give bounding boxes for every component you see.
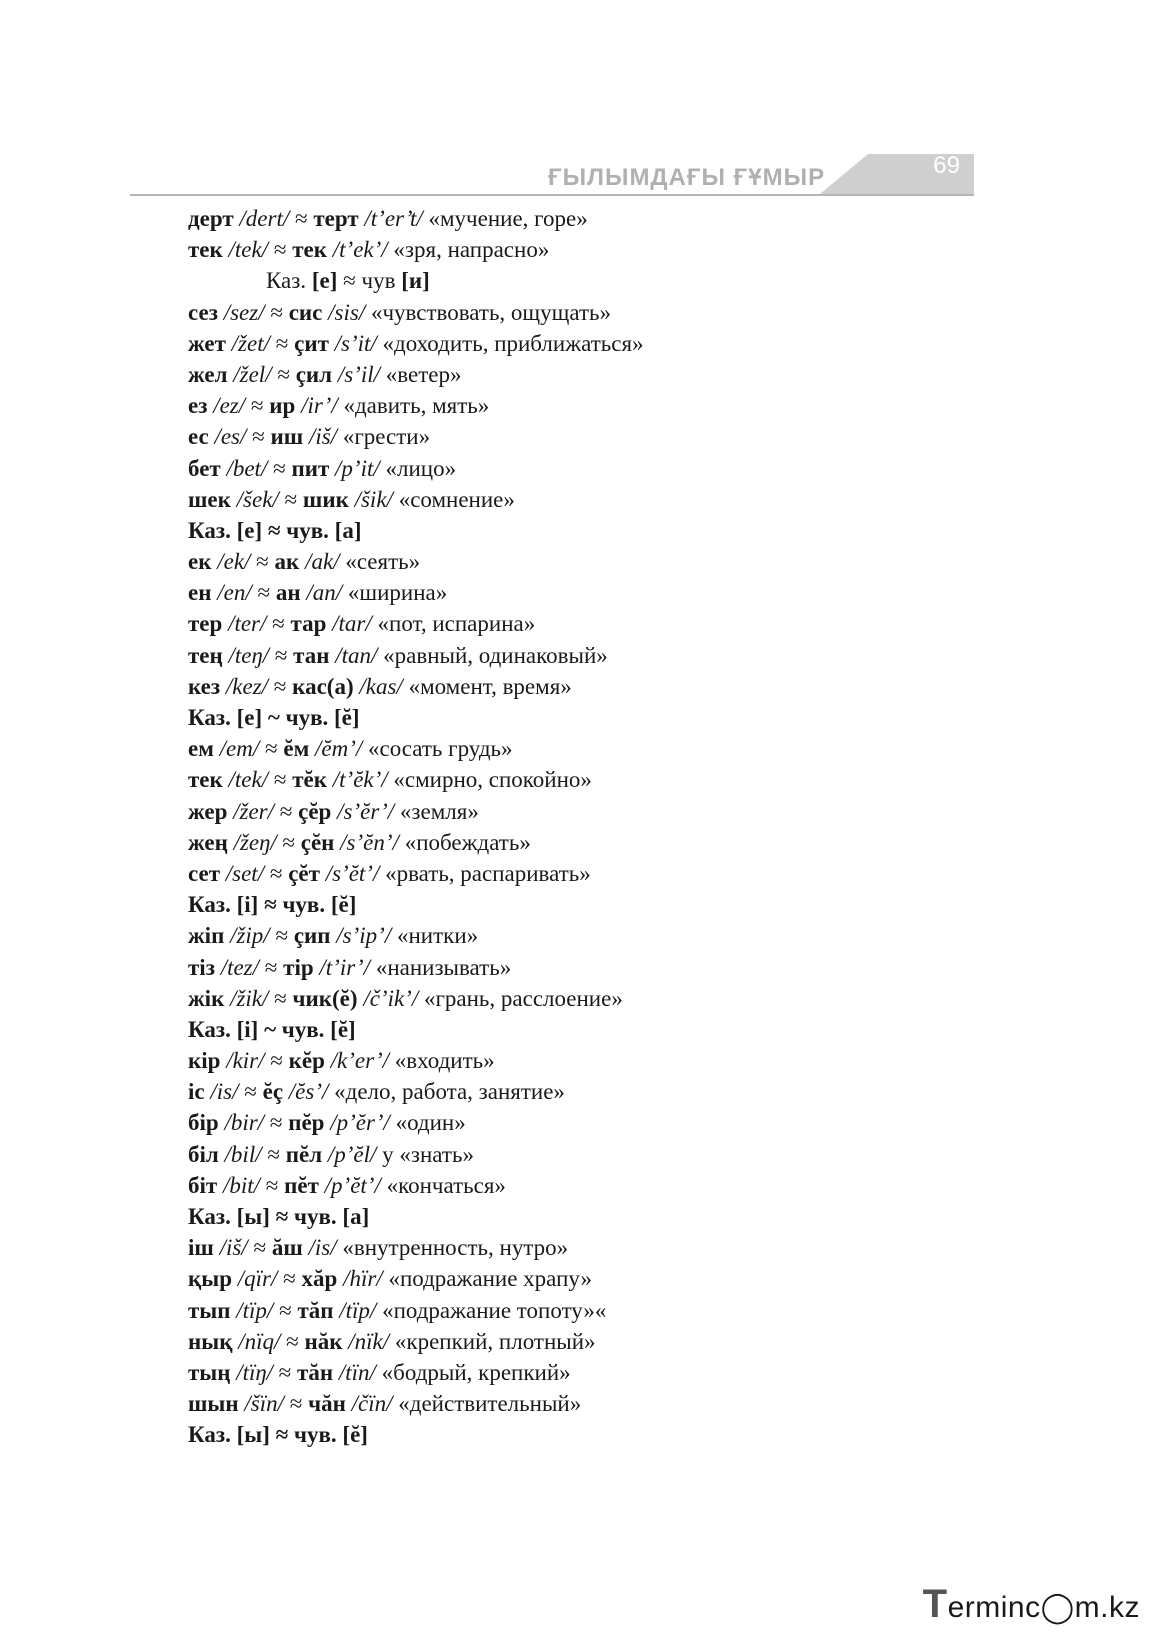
headword: тып <box>188 1297 231 1323</box>
headword: çил <box>295 361 333 387</box>
gloss-text: «сомнение» <box>392 486 515 512</box>
gloss-text: «один» <box>389 1110 466 1136</box>
gloss-text: ≈ <box>269 923 294 949</box>
entry-line <box>188 1419 968 1450</box>
header-title: ҒЫЛЫМДАҒЫ ҒҰМЫР <box>548 164 826 191</box>
headword: хăр <box>301 1266 338 1292</box>
gloss-text: «момент, время» <box>402 673 572 699</box>
transcription: /en/ <box>217 580 252 606</box>
headword: жет <box>188 330 226 356</box>
transcription: /s’it/ <box>334 330 377 356</box>
transcription: /s’ĕt’/ <box>325 860 380 886</box>
gloss-text: ≈ <box>259 954 284 980</box>
entry-line <box>188 983 968 1014</box>
entry-line <box>188 1232 968 1263</box>
gloss-text: «подражание топоту»« <box>376 1297 607 1323</box>
gloss-text: ≈ <box>245 393 270 419</box>
gloss-text: «давить, мять» <box>337 393 490 419</box>
headword: çĕр <box>298 798 332 824</box>
site-logo <box>923 1582 1140 1627</box>
transcription: /bir/ <box>224 1110 265 1136</box>
gloss-text: «подражание храпу» <box>382 1266 592 1292</box>
gloss-text: ≈ <box>266 611 291 637</box>
headword: кір <box>188 1048 221 1074</box>
gloss-text: ≈ <box>238 1079 263 1105</box>
transcription: /šïn/ <box>244 1391 285 1417</box>
running-header <box>130 150 974 196</box>
transcription: /s’ĕn’/ <box>340 829 399 855</box>
entry-line <box>188 702 968 733</box>
gloss-text: «ширина» <box>342 580 448 606</box>
entry-line <box>188 297 968 328</box>
transcription: /tek/ <box>228 237 269 263</box>
entry-line <box>188 1107 968 1138</box>
headword: терт <box>313 206 359 231</box>
transcription: /an/ <box>306 580 343 606</box>
transcription: /em/ <box>219 736 260 762</box>
transcription: /t’er’t/ <box>364 206 423 231</box>
gloss-text: «сеять» <box>339 549 421 575</box>
entry-line <box>188 359 968 390</box>
gloss-text: ≈ <box>259 736 284 762</box>
headword: ан <box>275 580 301 606</box>
entry-line <box>188 1139 968 1170</box>
headword: сез <box>188 299 218 325</box>
entry-line <box>188 764 968 795</box>
entry-line <box>188 484 968 515</box>
gloss-text: «дело, работа, занятие» <box>328 1079 565 1105</box>
transcription: /k’er’/ <box>330 1048 389 1074</box>
transcription: /bet/ <box>226 455 268 481</box>
gloss-text: ≈ <box>264 1048 289 1074</box>
gloss-text: «равный, одинаковый» <box>377 642 608 668</box>
headword: тек <box>188 237 223 263</box>
entry-line <box>188 1014 968 1045</box>
gloss-text: ≈ <box>264 860 289 886</box>
headword: тек <box>188 767 223 793</box>
headword: ир <box>269 393 296 419</box>
gloss-text: у «знать» <box>376 1141 474 1167</box>
entry-line <box>188 390 968 421</box>
headword: сис <box>288 299 323 325</box>
headword: шек <box>188 486 231 512</box>
headword: тар <box>290 611 327 637</box>
transcription: /bil/ <box>224 1141 262 1167</box>
headword: тір <box>283 954 314 980</box>
transcription: /žet/ <box>231 330 270 356</box>
transcription: /žel/ <box>233 361 272 387</box>
gloss-text: «нитки» <box>391 923 479 949</box>
entry-line <box>188 733 968 764</box>
headword: Каз. [ы] ≈ чув. [ĕ] <box>188 1422 368 1448</box>
gloss-text: Каз. <box>266 268 312 294</box>
headword: çип <box>293 923 331 949</box>
transcription: /č’ik’/ <box>363 985 419 1011</box>
transcription: /p’ĕr’/ <box>330 1110 390 1136</box>
entry-line <box>188 515 968 546</box>
gloss-text: ≈ <box>269 330 295 356</box>
headword: тĕк <box>292 767 327 793</box>
gloss-text: ≈ чув <box>337 268 402 294</box>
headword: тең <box>188 642 223 668</box>
entry-line <box>188 608 968 639</box>
transcription: /sez/ <box>223 299 265 325</box>
gloss-text: ≈ <box>268 985 293 1011</box>
entry-line <box>188 546 968 577</box>
transcription: /t’ir’/ <box>319 954 371 980</box>
entry-line <box>188 421 968 452</box>
transcription: /žeŋ/ <box>233 829 277 855</box>
transcription: /ek/ <box>217 549 251 575</box>
gloss-text: «грань, расслоение» <box>418 985 623 1011</box>
page-number: 69 <box>933 152 960 179</box>
headword: жел <box>188 361 228 387</box>
headword: жіп <box>188 923 225 949</box>
entry-line <box>188 265 968 296</box>
entry-line <box>188 328 968 359</box>
transcription: /šik/ <box>354 486 393 512</box>
transcription: /s’ip’/ <box>336 923 392 949</box>
headword: нăк <box>304 1328 343 1354</box>
entry-line <box>188 1076 968 1107</box>
gloss-text: «побеждать» <box>398 829 531 855</box>
gloss-text: «кончаться» <box>380 1172 506 1198</box>
gloss-text: ≈ <box>261 1141 286 1167</box>
headword: Каз. [і] ≈ чув. [ĕ] <box>188 892 357 918</box>
headword: пĕл <box>285 1141 323 1167</box>
gloss-text: ≈ <box>247 1235 272 1261</box>
transcription: /nïk/ <box>348 1328 390 1354</box>
headword: нық <box>188 1328 233 1354</box>
headword: иш <box>270 424 304 450</box>
headword: кас(а) <box>292 673 354 699</box>
transcription: /is/ <box>308 1235 337 1261</box>
headword: çĕт <box>288 860 320 886</box>
gloss-text: «грести» <box>337 424 431 450</box>
entry-line <box>188 952 968 983</box>
headword: жер <box>188 798 228 824</box>
gloss-text: ≈ <box>268 642 294 668</box>
transcription: /t’ek’/ <box>332 237 388 263</box>
gloss-text: ≈ <box>274 798 299 824</box>
entry-line <box>188 1357 968 1388</box>
gloss-text: ≈ <box>268 673 293 699</box>
headword: тек <box>292 237 327 263</box>
transcription: /tïp/ <box>339 1297 377 1323</box>
transcription: /žer/ <box>233 798 275 824</box>
headword: жік <box>188 985 225 1011</box>
gloss-text: ≈ <box>271 361 296 387</box>
headword: [и] <box>401 268 430 294</box>
transcription: /is/ <box>210 1079 239 1105</box>
gloss-text: ≈ <box>280 1328 305 1354</box>
transcription: /šek/ <box>236 486 279 512</box>
gloss-text: ≈ <box>284 1391 309 1417</box>
entry-line <box>188 796 968 827</box>
gloss-text: ≈ <box>268 767 293 793</box>
transcription: /kez/ <box>225 673 269 699</box>
transcription: /kir/ <box>226 1048 265 1074</box>
headword: тың <box>188 1359 231 1385</box>
headword: сет <box>188 860 220 886</box>
transcription: /p’ĕt’/ <box>324 1172 381 1198</box>
transcription: /s’il/ <box>337 361 381 387</box>
headword: пĕр <box>288 1110 325 1136</box>
gloss-text: «нанизывать» <box>370 954 512 980</box>
headword: бет <box>188 455 221 481</box>
entry-line <box>188 640 968 671</box>
gloss-text: «бодрый, крепкий» <box>375 1359 571 1385</box>
entry-line <box>188 858 968 889</box>
headword: шик <box>302 486 349 512</box>
transcription: /žik/ <box>230 985 269 1011</box>
headword: қыр <box>188 1266 233 1292</box>
entry-line <box>188 1170 968 1201</box>
entry-line <box>188 1388 968 1419</box>
gloss-text: ≈ <box>251 580 276 606</box>
entry-line <box>188 203 968 234</box>
transcription: /tïn/ <box>338 1359 376 1385</box>
headword: ак <box>274 549 300 575</box>
transcription: /ez/ <box>213 393 246 419</box>
headword: іш <box>188 1235 214 1261</box>
headword: çит <box>294 330 329 356</box>
transcription: /dert/ <box>239 206 290 231</box>
transcription: /ak/ <box>305 549 340 575</box>
headword: чик(ĕ) <box>292 985 358 1011</box>
gloss-text: ≈ <box>246 424 271 450</box>
headword: ем <box>188 736 214 762</box>
headword: ен <box>188 580 212 606</box>
headword: біт <box>188 1172 218 1198</box>
gloss-text: «рвать, распаривать» <box>379 860 591 886</box>
transcription: /tek/ <box>228 767 269 793</box>
headword: бір <box>188 1110 219 1136</box>
headword: біл <box>188 1141 219 1167</box>
transcription: /iš/ <box>308 424 338 450</box>
transcription: /p’it/ <box>335 455 380 481</box>
transcription: /hïr/ <box>343 1266 383 1292</box>
logo-text: erminc◯m.kz <box>947 1591 1140 1624</box>
gloss-text: ≈ <box>250 549 275 575</box>
transcription: /teŋ/ <box>228 642 269 668</box>
transcription: /tïŋ/ <box>236 1359 273 1385</box>
gloss-text: «смирно, спокойно» <box>387 767 592 793</box>
transcription: /kas/ <box>359 673 403 699</box>
headword: [е] <box>311 268 338 294</box>
headword: тăн <box>297 1359 334 1385</box>
entry-line <box>188 577 968 608</box>
headword: тăп <box>297 1297 334 1323</box>
transcription: /ĕs’/ <box>288 1079 329 1105</box>
transcription: /ter/ <box>228 611 267 637</box>
gloss-text: «пот, испарина» <box>371 611 536 637</box>
headword: Каз. [і] ~ чув. [ĕ] <box>188 1016 356 1042</box>
gloss-text: ≈ <box>272 1359 298 1385</box>
gloss-text: «зря, напрасно» <box>387 237 550 263</box>
gloss-text: «сосать грудь» <box>362 736 513 762</box>
headword: тан <box>293 642 330 668</box>
gloss-text: «земля» <box>394 798 479 824</box>
headword: Каз. [е] ~ чув. [ĕ] <box>188 705 360 730</box>
entry-line <box>188 234 968 265</box>
header-rule <box>130 194 974 196</box>
headword: ек <box>188 549 212 575</box>
transcription: /ir’/ <box>301 393 338 419</box>
headword: іс <box>188 1079 205 1105</box>
gloss-text: ≈ <box>278 486 303 512</box>
gloss-text: «мучение, горе» <box>422 206 588 231</box>
headword: шын <box>188 1391 239 1417</box>
entry-line <box>188 671 968 702</box>
transcription: /qïr/ <box>237 1266 278 1292</box>
logo-letter: T <box>922 1582 948 1626</box>
headword: ăш <box>271 1235 303 1261</box>
headword: кĕр <box>288 1048 325 1074</box>
gloss-text: ≈ <box>289 206 314 231</box>
gloss-text: ≈ <box>260 1172 285 1198</box>
entry-line <box>188 1295 968 1326</box>
gloss-text: ≈ <box>268 237 293 263</box>
headword: Каз. [ы] ≈ чув. [а] <box>188 1204 370 1229</box>
transcription: /žip/ <box>230 923 270 949</box>
headword: пĕт <box>284 1172 319 1198</box>
headword: дерт <box>188 206 234 231</box>
transcription: /čïn/ <box>351 1391 393 1417</box>
headword: ĕм <box>283 736 310 762</box>
gloss-text: «крепкий, плотный» <box>389 1328 596 1354</box>
headword: тіз <box>188 954 215 980</box>
headword: чăн <box>308 1391 346 1417</box>
transcription: /s’ĕr’/ <box>337 798 395 824</box>
gloss-text: «лицо» <box>379 455 457 481</box>
gloss-text: ≈ <box>277 1266 302 1292</box>
transcription: /tan/ <box>335 642 378 668</box>
transcription: /es/ <box>214 424 247 450</box>
entry-line <box>188 453 968 484</box>
entry-line <box>188 1201 968 1232</box>
gloss-text: ≈ <box>267 455 292 481</box>
entry-line <box>188 1045 968 1076</box>
entry-line <box>188 889 968 920</box>
entry-line <box>188 920 968 951</box>
gloss-text: «входить» <box>389 1048 495 1074</box>
headword: ес <box>188 424 209 450</box>
headword: ез <box>188 393 208 419</box>
gloss-text: «чувствовать, ощущать» <box>365 299 612 325</box>
gloss-text: ≈ <box>273 1297 298 1323</box>
transcription: /p’ĕl/ <box>327 1141 377 1167</box>
entry-line <box>188 827 968 858</box>
entry-line <box>188 1263 968 1294</box>
entry-line <box>188 1326 968 1357</box>
transcription: /sis/ <box>328 299 366 325</box>
gloss-text: ≈ <box>276 829 301 855</box>
headword: жең <box>188 829 228 855</box>
headword: ĕç <box>262 1079 284 1105</box>
transcription: /t’ĕk’/ <box>332 767 388 793</box>
transcription: /tez/ <box>220 954 260 980</box>
gloss-text: ≈ <box>264 1110 289 1136</box>
gloss-text: «действительный» <box>392 1391 582 1417</box>
headword: пит <box>291 455 330 481</box>
transcription: /bit/ <box>222 1172 261 1198</box>
headword: кез <box>188 673 221 699</box>
gloss-text: «внутренность, нутро» <box>336 1235 569 1261</box>
transcription: /ĕm’/ <box>314 736 363 762</box>
headword: тер <box>188 611 223 637</box>
headword: Каз. [е] ≈ чув. [а] <box>188 517 362 543</box>
transcription: /tïp/ <box>236 1297 274 1323</box>
gloss-text: ≈ <box>264 299 289 325</box>
gloss-text: «доходить, приближаться» <box>376 330 644 356</box>
gloss-text: «ветер» <box>380 361 462 387</box>
headword: çĕн <box>300 829 335 855</box>
transcription: /iš/ <box>219 1235 248 1261</box>
transcription: /tar/ <box>332 611 372 637</box>
transcription: /set/ <box>225 860 265 886</box>
transcription: /nïq/ <box>238 1328 281 1354</box>
document-body <box>188 203 968 1451</box>
